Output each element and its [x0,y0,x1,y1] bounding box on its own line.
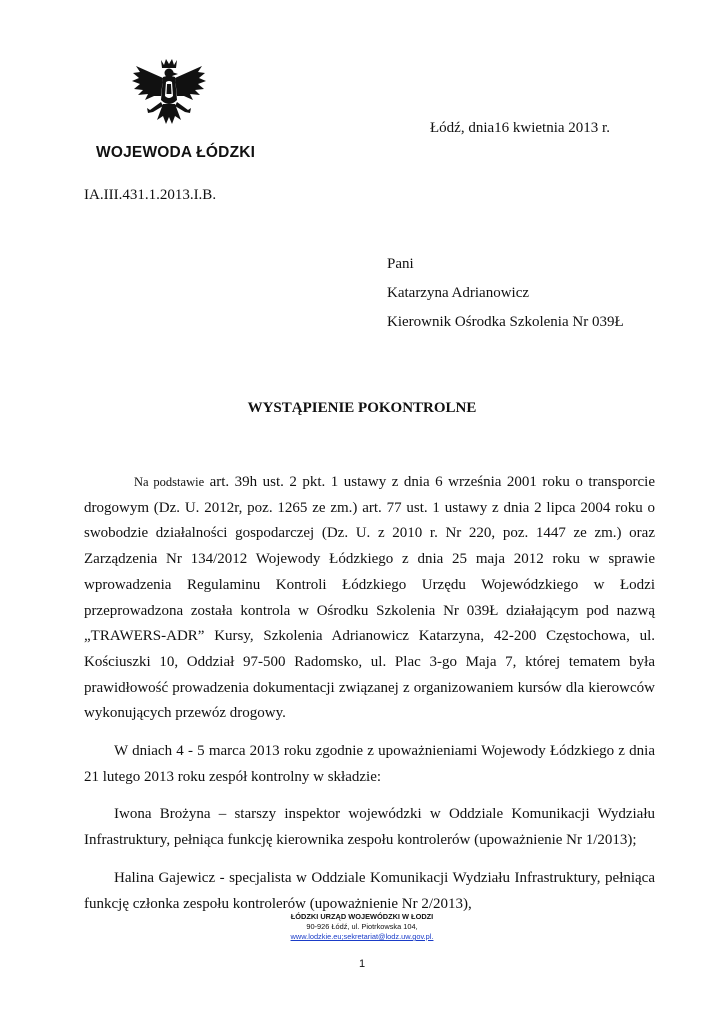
footer-office-name: ŁÓDZKI URZĄD WOJEWÓDZKI W ŁODZI [290,912,434,921]
body-paragraph-2: W dniach 4 - 5 marca 2013 roku zgodnie z upoważnieniami Wojewody Łódzkiego z dnia 21 lutego 2013 roku zespół kontrolny w składzie: [84,743,655,785]
body-paragraph-4: Halina Gajewicz - specjalista w Oddziale Komunikacji Wydziału Infrastruktury, pełniąca funkcję członka zespołu kontrolerów (upoważnienie Nr 2/2013), [84,869,655,912]
recipient-block [387,250,624,337]
footer-address: 90-926 Łódź, ul. Piotrkowska 104, [306,922,418,931]
paragraph-text: art. 39h ust. 2 pkt. 1 ustawy z dnia 6 września 2001 roku o transporcie drogowym (Dz. U. 2012r, poz. 1265 ze zm.) art. 77 ust. 1 ustawy z dnia 2 lipca 2004 roku o swobodzie działalności gospodarczej (Dz. U. z 2010 r. Nr 220, poz. 1447 ze zm.) oraz Zarządzenia Nr 134/2012 Wojewody Łódzkiego z dnia 25 maja 2012 roku w sprawie wprowadzenia Regulaminu Kontroli Łódzkiego Urzędu Wojewódzkiego w Łodzi przeprowadzona została kontrola w Ośrodku Szkolenia Nr 039Ł działającym pod nazwą „TRAWERS-ADR” Kursy, Szkolenia Adrianowicz Katarzyna, 42-200 Częstochowa, ul. Kościuszki 10, Oddział 97-500 Radomsko, ul. Plac 3-go Maja 7, której tematem była prawidłowość prowadzenia dokumentacji związanej z organizowaniem kursów dla kierowców wykonujących przewóz drogowy. [84,474,655,722]
recipient-position: Kierownik Ośrodka Szkolenia Nr 039Ł [387,314,624,330]
document-title: WYSTĄPIENIE POKONTROLNE [247,400,477,416]
recipient-salutation: Pani [387,256,414,272]
page-number: 1 [358,958,366,970]
page-footer [0,912,724,942]
reference-number: IA.III.431.1.2013.I.B. [84,187,217,203]
footer-links[interactable]: www.lodzkie.eu;sekretariat@lodz.uw.gov.pl. [290,932,434,941]
body-paragraph-3: Iwona Brożyna – starszy inspektor wojewódzki w Oddziale Komunikacji Wydziału Infrastruktury, pełniąca funkcję kierownika zespołu kontrolerów (upoważnienie Nr 1/2013); [84,806,655,849]
letter-body [84,470,655,929]
paragraph-lead: Na podstawie [134,475,205,489]
office-name: WOJEWODA ŁÓDZKI [96,144,256,161]
recipient-name: Katarzyna Adrianowicz [387,285,530,301]
polish-eagle-emblem [128,56,210,136]
letter-date: Łódź, dnia16 kwietnia 2013 r. [430,120,610,136]
body-paragraph-1 [84,470,655,727]
